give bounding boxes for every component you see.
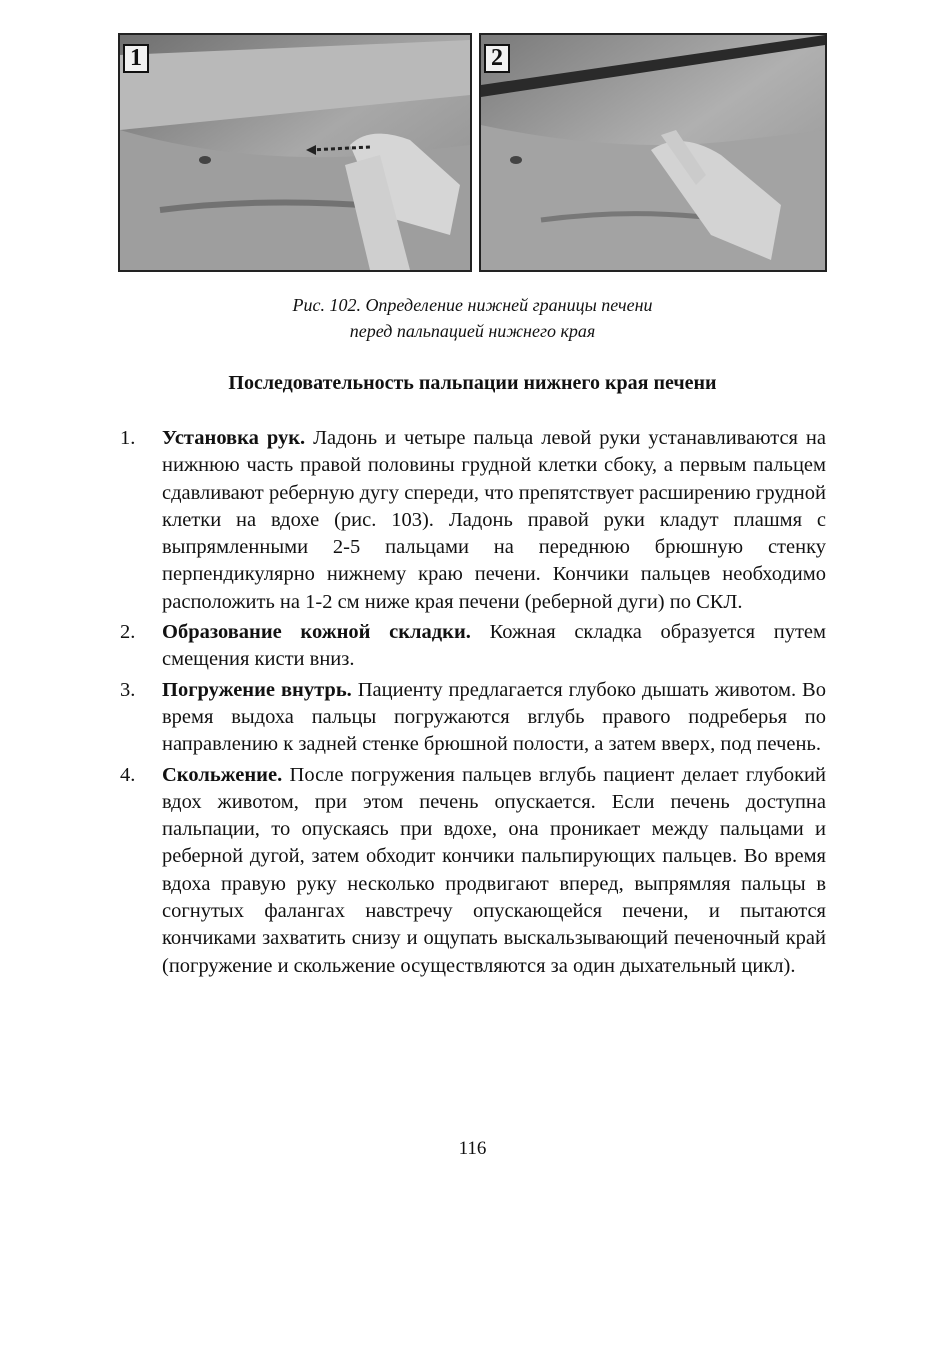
caption-line-1: Рис. 102. Определение нижней границы печени	[292, 295, 653, 315]
figure-caption	[0, 292, 945, 344]
figure-photo-2	[479, 33, 827, 272]
palpation-photo-1	[120, 35, 470, 270]
list-item	[120, 677, 826, 759]
step-title: Скольжение.	[162, 763, 283, 786]
step-number: 1.	[120, 427, 136, 449]
step-title: Погружение внутрь.	[162, 678, 352, 701]
step-number: 4.	[120, 763, 136, 786]
photo-number-2: 2	[484, 44, 510, 73]
list-item	[120, 425, 826, 616]
palpation-photo-2	[481, 35, 825, 270]
caption-line-2: перед пальпацией нижнего края	[349, 321, 596, 341]
step-text: Пациенту предлагается глубоко дышать животом. Во время выдоха пальцы погружаются вглубь правого подреберья по направлению к задней стенке брюшной полости, а затем вверх, под печень.	[162, 678, 826, 756]
photo-number-1: 1	[123, 44, 149, 73]
step-number: 3.	[120, 678, 136, 701]
figure-photo-1	[118, 33, 472, 272]
step-text: Ладонь и четыре пальца левой руки устанавливаются на нижнюю часть правой половины грудной клетки сбоку, а первым пальцем сдавливают реберную дугу спереди, что препятствует расширению грудной клетки на вдохе (рис. 103). Ладонь правой руки кладут плашмя с выпрямленными 2-5 пальцами на переднюю брюшную стенку перпендикулярно нижнему краю печени. Кончики пальцев необходимо расположить на 1-2 см ниже края печени (реберной дуги) по СКЛ.	[162, 427, 826, 613]
step-text: Кожная складка образуется путем смещения кисти вниз.	[162, 621, 826, 671]
section-heading: Последовательность пальпации нижнего края печени	[228, 372, 717, 394]
list-item	[120, 619, 826, 674]
step-title: Образование кожной складки.	[162, 621, 471, 644]
page-number: 116	[458, 1138, 487, 1159]
list-item	[120, 762, 826, 980]
step-number: 2.	[120, 621, 136, 644]
step-text: После погружения пальцев вглубь пациент делает глубокий вдох животом, при этом печень опускается. Если печень доступна пальпации, то опускаясь при вдохе, она проникает между пальцами и реберной дугой, затем обходит кончики пальпирующих пальцев. Во время вдоха правую руку несколько продвигают вперед, выпрямляя пальцы в согнутых фалангах навстречу опускающейся печени, и пытаются кончиками захватить снизу и ощупать выскальзывающий печеночный край (погружение и скольжение осуществляются за один дыхательный цикл).	[162, 763, 826, 977]
steps-list	[120, 425, 826, 983]
step-title: Установка рук.	[162, 427, 306, 449]
